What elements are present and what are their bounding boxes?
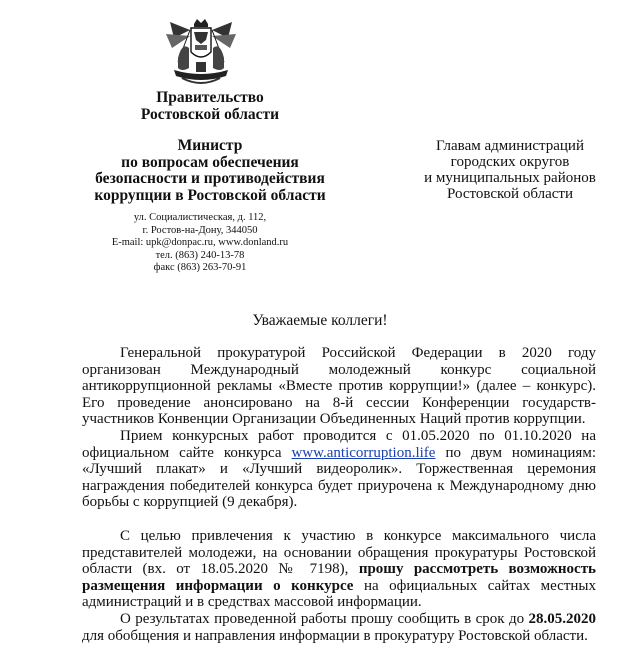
paragraph-2 (82, 428, 596, 511)
paragraph-2-text-end: по двум номинациям: «Лучший плакат» и «Лучший видеоролик». Торжественная церемония награждения победителей конкурса будет приурочена к Международному дню борьбы с коррупцией (9 декабря). (82, 444, 596, 511)
letter-body (82, 345, 596, 644)
paragraph-gap (82, 511, 596, 528)
paragraph-1: Генеральной прокуратурой Российской Федерации в 2020 году организован Международный молодежный конкурс социальной антикоррупционной рекламы «Вместе против коррупции!» (далее – конкурс). Его проведение анонсировано на 8-й сессии Конференции государств-участников Конвенции Организации Объединенных Наций против коррупции. (82, 345, 596, 428)
addressee-line: Главам администраций (436, 138, 584, 154)
org-line-1: Правительство (156, 89, 264, 106)
addressee-line: и муниципальных районов (424, 170, 596, 186)
addressee-line: городских округов (450, 154, 570, 170)
position-line: коррупции в Ростовской области (94, 186, 326, 204)
address-line: тел. (863) 240-13-78 (155, 249, 245, 261)
paragraph-3 (82, 528, 596, 611)
paragraph-2-text: Прием конкурсных работ проводится с 01.05.2020 по 01.10.2020 на официальном сайте конкурса (82, 427, 596, 461)
paragraph-4-text: О результатах проведенной работы прошу сообщить в срок до (120, 610, 529, 627)
paragraph-4-text-end: для обобщения и направления информации в прокуратуру Ростовской области. (82, 627, 588, 644)
coat-of-arms-emblem (160, 18, 242, 90)
sender-position (90, 138, 330, 204)
paragraph-3-text-end: на официальных сайтах местных администраций и в средствах массовой информации. (82, 577, 596, 611)
addressee-block (380, 138, 640, 202)
address-line: г. Ростов-на-Дону, 344050 (142, 224, 258, 236)
address-line: E-mail: upk@donpac.ru, www.donland.ru (111, 237, 289, 249)
contest-website-link[interactable]: www.anticorruption.life (291, 444, 436, 461)
org-line-2: Ростовской области (140, 106, 280, 123)
deadline-date: 28.05.2020 (528, 610, 596, 627)
position-line: Министр (177, 137, 243, 154)
address-line: факс (863) 263-70-91 (153, 262, 247, 274)
paragraph-3-text: С целью привлечения к участию в конкурсе максимального числа представителей молодежи, на основании обращения прокуратуры Ростовской области (вх. от 18.05.2020 № 7198), (82, 527, 596, 578)
paragraph-4 (82, 611, 596, 644)
sender-organization (90, 89, 330, 123)
position-line: безопасности и противодействия (95, 170, 325, 187)
sender-address (80, 212, 320, 275)
greeting: Уважаемые коллеги! (252, 312, 388, 329)
position-line: по вопросам обеспечения (121, 153, 299, 171)
paragraph-3-bold: прошу рассмотреть возможность размещения информации о конкурсе (82, 561, 596, 594)
addressee-line: Ростовской области (447, 186, 573, 202)
address-line: ул. Социалистическая, д. 112, (133, 212, 267, 223)
